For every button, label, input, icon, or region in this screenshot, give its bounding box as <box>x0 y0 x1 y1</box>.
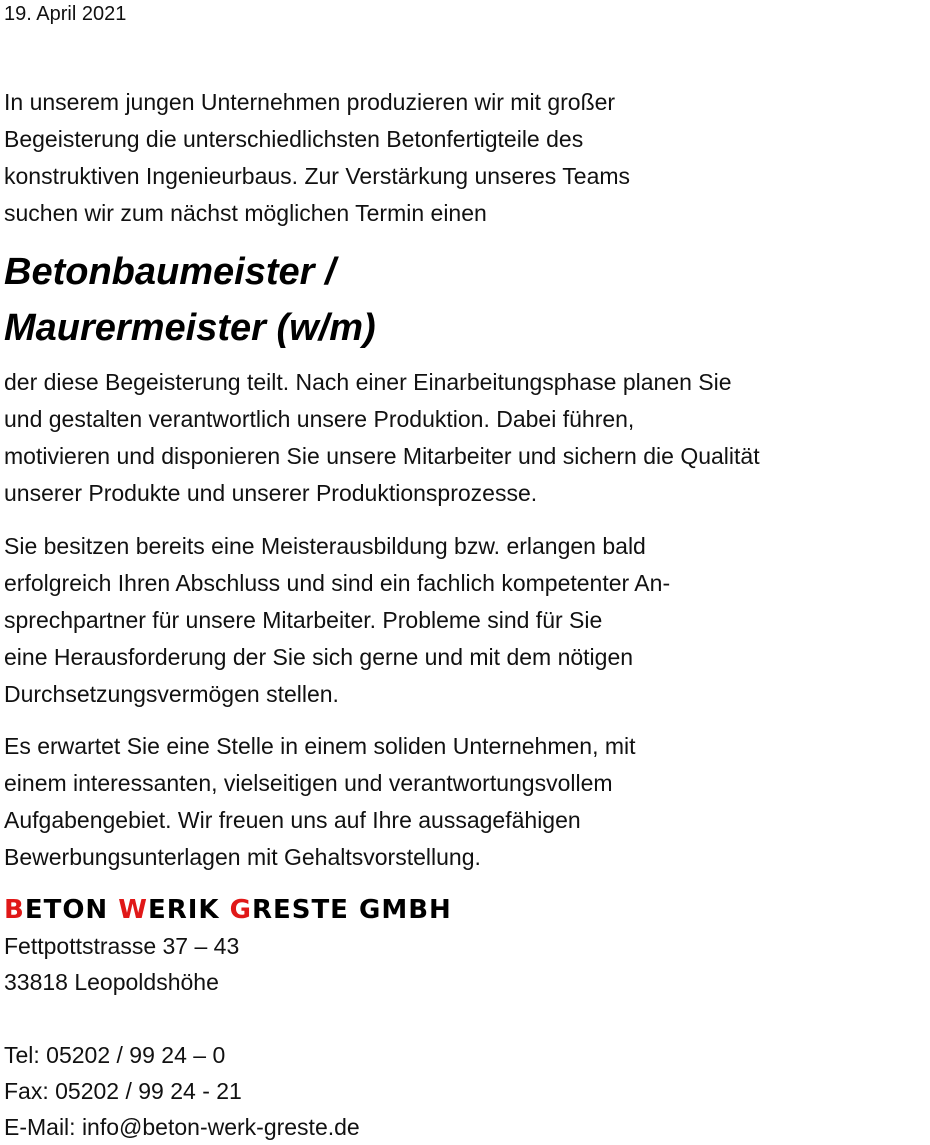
company-logo <box>4 893 452 927</box>
contact-fax: Fax: 05202 / 99 24 - 21 <box>4 1078 242 1104</box>
offer-paragraph <box>4 728 636 876</box>
logo-text: ETON <box>24 895 119 925</box>
letter-date: 19. April 2021 <box>4 3 127 25</box>
requirements-paragraph <box>4 528 670 713</box>
contact-tel: Tel: 05202 / 99 24 – 0 <box>4 1042 226 1068</box>
paragraph-line: sprechpartner für unsere Mitarbeiter. Probleme sind für Sie <box>4 607 603 633</box>
paragraph-line: einem interessanten, vielseitigen und verantwortungsvollem <box>4 770 613 796</box>
paragraph-line: der diese Begeisterung teilt. Nach einer Einarbeitungsphase planen Sie <box>4 369 732 395</box>
paragraph-line: Aufgabengebiet. Wir freuen uns auf Ihre aussagefähigen <box>4 807 581 833</box>
paragraph-line: Durchsetzungsvermögen stellen. <box>4 681 339 707</box>
intro-paragraph <box>4 84 630 232</box>
logo-text: RESTE GMBH <box>251 895 452 925</box>
logo-letter-w: W <box>118 895 148 925</box>
paragraph-line: Es erwartet Sie eine Stelle in einem soliden Unternehmen, mit <box>4 733 636 759</box>
paragraph-line: Sie besitzen bereits eine Meisterausbildung bzw. erlangen bald <box>4 533 646 559</box>
paragraph-line: und gestalten verantwortlich unsere Produktion. Dabei führen, <box>4 406 635 432</box>
intro-line: Begeisterung die unterschiedlichsten Betonfertigteile des <box>4 126 584 152</box>
headline-line: Betonbaumeister / <box>4 251 336 293</box>
address-street: Fettpottstrasse 37 – 43 <box>4 933 240 959</box>
contact-email[interactable]: E-Mail: info@beton-werk-greste.de <box>4 1114 360 1140</box>
paragraph-line: motivieren und disponieren Sie unsere Mitarbeiter und sichern die Qualität <box>4 443 760 469</box>
address-city: 33818 Leopoldshöhe <box>4 969 219 995</box>
logo-letter-g: G <box>229 895 252 925</box>
company-address <box>4 928 239 1000</box>
intro-line: In unserem jungen Unternehmen produzieren wir mit großer <box>4 89 616 115</box>
intro-line: suchen wir zum nächst möglichen Termin einen <box>4 200 487 226</box>
paragraph-line: Bewerbungsunterlagen mit Gehaltsvorstellung. <box>4 844 481 870</box>
logo-letter-b: B <box>4 895 25 925</box>
job-description-paragraph <box>4 364 760 512</box>
company-contact <box>4 1037 360 1145</box>
paragraph-line: eine Herausforderung der Sie sich gerne und mit dem nötigen <box>4 644 634 670</box>
paragraph-line: unserer Produkte und unserer Produktionsprozesse. <box>4 480 538 506</box>
job-title-headline <box>4 244 376 356</box>
paragraph-line: erfolgreich Ihren Abschluss und sind ein fachlich kompetenter An- <box>4 570 671 596</box>
intro-line: konstruktiven Ingenieurbaus. Zur Verstärkung unseres Teams <box>4 163 631 189</box>
headline-line: Maurermeister (w/m) <box>4 307 376 349</box>
logo-text: ERIK <box>147 895 230 925</box>
